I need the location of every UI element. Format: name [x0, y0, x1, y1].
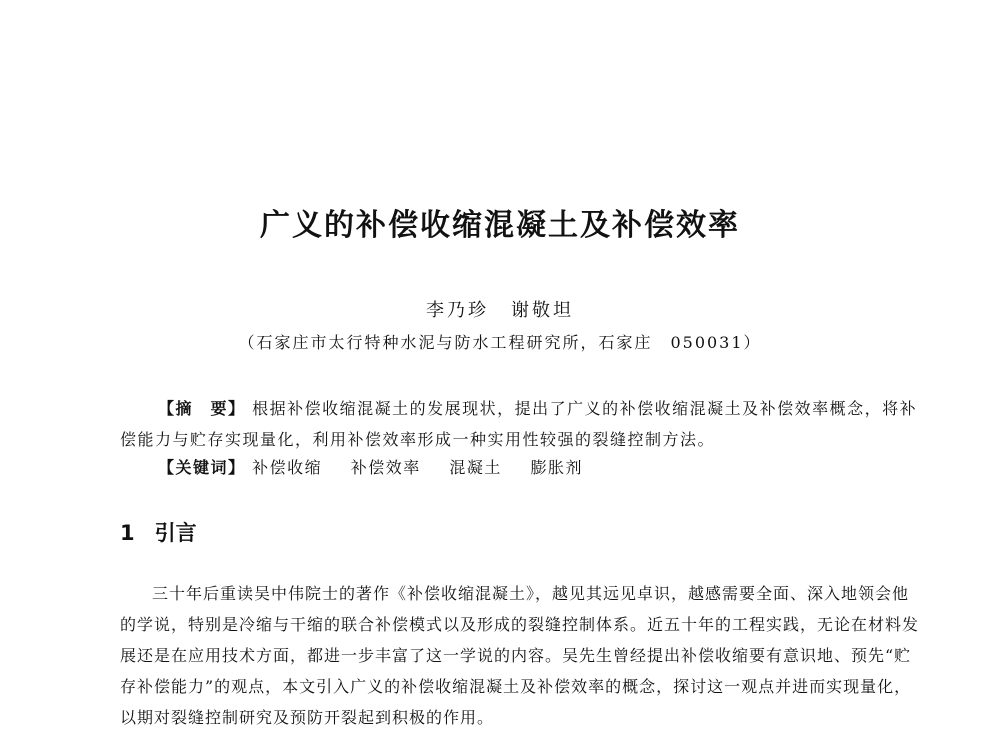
affiliation: （石家庄市太行特种水泥与防水工程研究所，石家庄 050031）: [238, 333, 762, 352]
section-number: 1: [120, 521, 135, 545]
abstract-text: 根据补偿收缩混凝土的发展现状，提出了广义的补偿收缩混凝土及补偿效率概念，将补偿能力与贮存实现量化，利用补偿效率形成一种实用性较强的裂缝控制方法。: [120, 399, 918, 449]
abstract: [120, 393, 920, 455]
section-title: 引言: [154, 521, 197, 545]
abstract-label: 【摘 要】: [158, 399, 246, 418]
keyword-item: 补偿收缩: [252, 458, 323, 477]
body-text: [120, 578, 920, 733]
paper-title: 广义的补偿收缩混凝土及补偿效率: [260, 208, 740, 243]
body-paragraph: 三十年后重读吴中伟院士的著作《补偿收缩混凝土》，越见其远见卓识，越感需要全面、深入地领会他的学说，特别是冷缩与干缩的联合补偿模式以及形成的裂缝控制体系。近五十年的工程实践，无论在材料发展还是在应用技术方面，都进一步丰富了这一学说的内容。吴先生曾经提出补偿收缩要有意识地、预先“贮存补偿能力”的观点，本文引入广义的补偿收缩混凝土及补偿效率的概念，探讨这一观点并进而实现量化，以期对裂缝控制研究及预防开裂起到积极的作用。: [120, 584, 920, 727]
section-heading: [120, 517, 197, 547]
keyword-item: 膨胀剂: [530, 458, 583, 477]
keyword-item: 混凝土: [449, 458, 502, 477]
author-name: 谢敬坦: [511, 300, 574, 321]
author-name: 李乃珍: [426, 300, 489, 321]
keyword-item: 补偿效率: [350, 458, 421, 477]
keywords: [158, 455, 605, 478]
author-list: [0, 296, 1000, 322]
keywords-label: 【关键词】: [158, 458, 246, 477]
